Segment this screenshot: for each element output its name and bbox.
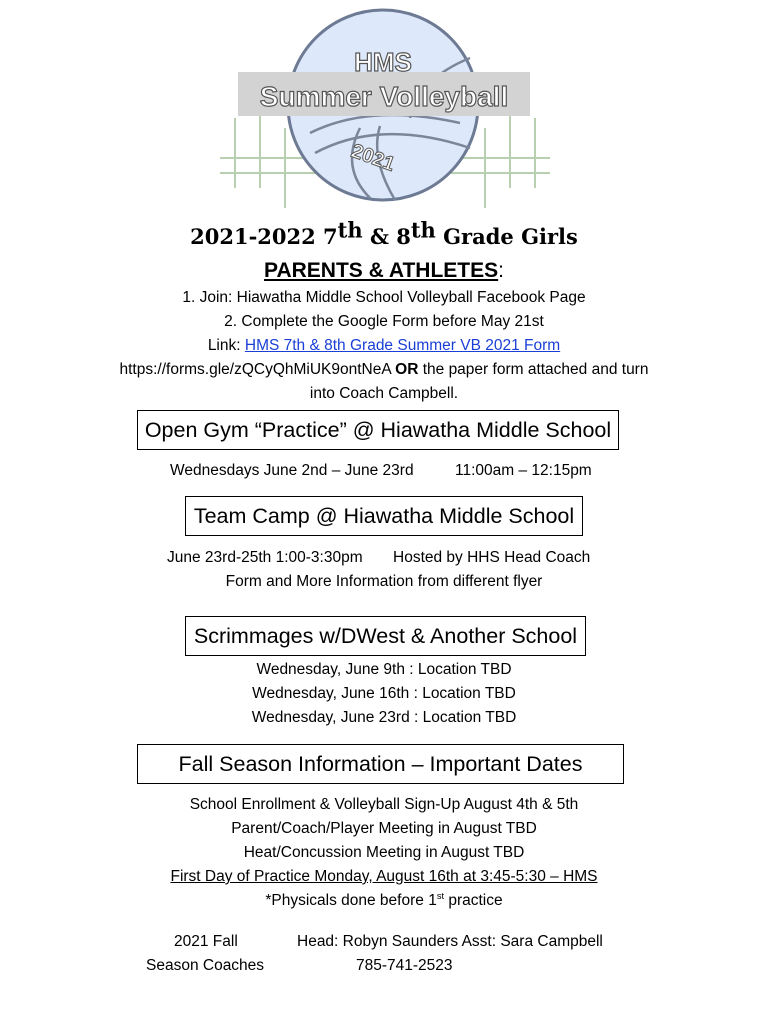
- coach-names: Head: Robyn Saunders Asst: Sara Campbell: [297, 933, 603, 950]
- form-url-text: https://forms.gle/zQCyQhMiUK9ontNeA: [119, 361, 396, 378]
- instruction-step-2: 2. Complete the Google Form before May 21st: [224, 313, 544, 330]
- scrimmages-title-box: Scrimmages w/DWest & Another School: [185, 616, 586, 656]
- coaches-label-line-2: Season Coaches: [146, 957, 265, 974]
- team-camp-note: Form and More Information from different flyer: [225, 573, 543, 590]
- team-camp-title-box: Team Camp @ Hiawatha Middle School: [185, 496, 583, 536]
- parents-athletes-heading: PARENTS & ATHLETES:: [264, 259, 504, 282]
- first-practice-item: First Day of Practice Monday, August 16th at 3:45-5:30 – HMS: [170, 868, 598, 885]
- team-camp-host: Hosted by HHS Head Coach: [393, 549, 591, 566]
- team-camp-dates: June 23rd-25th 1:00-3:30pm: [167, 549, 363, 566]
- logo-year-text: 2021: [348, 140, 398, 176]
- fall-item: Parent/Coach/Player Meeting in August TBD: [231, 820, 537, 837]
- scrimmage-item: Wednesday, June 16th : Location TBD: [252, 685, 516, 702]
- coaches-label-line-1: 2021 Fall: [174, 933, 238, 950]
- open-gym-dates: Wednesdays June 2nd – June 23rd: [170, 462, 414, 479]
- form-url-line-end: into Coach Campbell.: [309, 385, 459, 402]
- coach-phone: 785-741-2523: [356, 957, 453, 974]
- logo-top-text: HMS: [354, 47, 412, 77]
- fall-item: Heat/Concussion Meeting in August TBD: [243, 844, 525, 861]
- instruction-step-1: 1. Join: Hiawatha Middle School Volleyball Facebook Page: [182, 289, 586, 306]
- fall-season-title-box: Fall Season Information – Important Dates: [137, 744, 624, 784]
- logo-banner-text: Summer Volleyball: [259, 81, 509, 112]
- scrimmage-item: Wednesday, June 23rd : Location TBD: [251, 709, 517, 726]
- grade-title: 2021-2022 7th & 8th Grade Girls: [190, 217, 578, 249]
- form-link-line: Link: HMS 7th & 8th Grade Summer VB 2021 Form: [207, 337, 561, 354]
- hms-summer-volleyball-logo: [220, 8, 550, 213]
- open-gym-title-box: Open Gym “Practice” @ Hiawatha Middle School: [137, 410, 619, 450]
- scrimmage-item: Wednesday, June 9th : Location TBD: [256, 661, 512, 678]
- volleyball-logo-graphic: [220, 8, 550, 213]
- physicals-note: *Physicals done before 1st practice: [265, 890, 503, 909]
- google-form-link[interactable]: HMS 7th & 8th Grade Summer VB 2021 Form: [244, 337, 561, 354]
- form-url-line: https://forms.gle/zQCyQhMiUK9ontNeA OR the paper form attached and turn: [119, 361, 649, 378]
- fall-item: School Enrollment & Volleyball Sign-Up August 4th & 5th: [189, 796, 579, 813]
- open-gym-time: 11:00am – 12:15pm: [455, 462, 592, 479]
